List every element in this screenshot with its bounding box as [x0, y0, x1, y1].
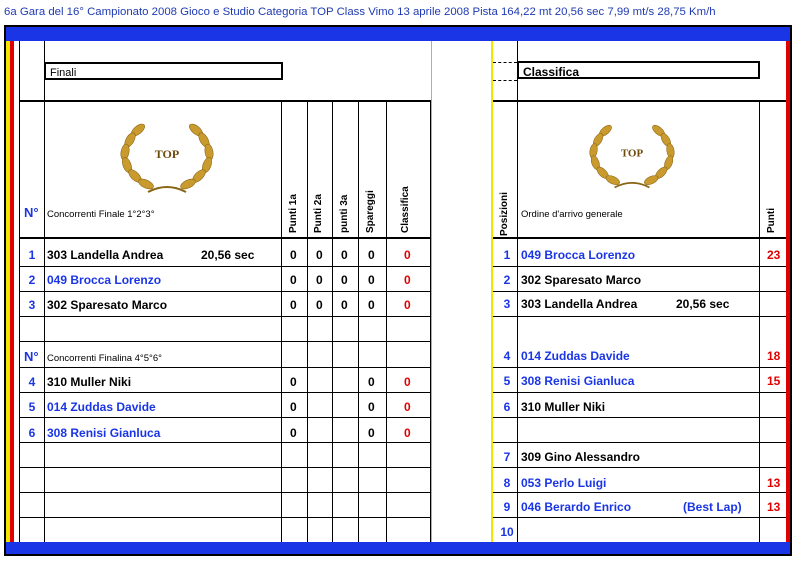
col-header-classifica: Classifica: [400, 186, 411, 233]
finalina-row-number: 4: [28, 375, 36, 389]
finalina-row-p1: 0: [290, 375, 297, 389]
finalina-row-spareggi: 0: [368, 375, 375, 389]
col-header-punti2a: Punti 2a: [313, 194, 324, 233]
finalina-row-spareggi: 0: [368, 400, 375, 414]
classifica-row-pos: 4: [503, 349, 511, 363]
top-laurel-logo-right: [578, 112, 686, 197]
finale-row-p3: 0: [341, 273, 348, 287]
top-blue-bar: [6, 27, 790, 41]
finale-row-p2: 0: [316, 273, 323, 287]
classifica-row-pos: 10: [500, 525, 514, 539]
logo-text-right: TOP: [620, 147, 644, 160]
finale-row-number: 3: [28, 298, 36, 312]
classifica-row-punti: 23: [767, 248, 781, 262]
finale-row-spareggi: 0: [368, 298, 375, 312]
classifica-row-pos: 7: [503, 450, 511, 464]
classifica-row-punti: 13: [767, 500, 781, 514]
finale-row-time: 20,56 sec: [201, 248, 255, 262]
top-laurel-logo-left: [108, 112, 226, 200]
finalina-row-name: 014 Zuddas Davide: [47, 400, 156, 414]
finale-row-number: 2: [28, 273, 36, 287]
finalina-row-classifica: 0: [404, 426, 411, 440]
classifica-row-pos: 8: [503, 476, 511, 490]
right-red-stripe: [786, 41, 790, 542]
finale-row-spareggi: 0: [368, 248, 375, 262]
bottom-blue-bar: [6, 542, 790, 554]
col-header-ordine: Ordine d'arrivo generale: [521, 209, 623, 220]
col-header-punti1a: Punti 1a: [288, 194, 299, 233]
finale-row-spareggi: 0: [368, 273, 375, 287]
classifica-row-punti: 13: [767, 476, 781, 490]
finalina-row-classifica: 0: [404, 400, 411, 414]
finale-row-name: 302 Sparesato Marco: [47, 298, 168, 312]
finale-row-p2: 0: [316, 248, 323, 262]
classifica-row-punti: 18: [767, 349, 781, 363]
col-header-punti: Punti: [766, 208, 777, 233]
classifica-row-name: 303 Landella Andrea: [521, 297, 638, 311]
left-red-stripe: [10, 41, 14, 542]
finale-row-classifica: 0: [404, 298, 411, 312]
classifica-row-pos: 3: [503, 297, 511, 311]
finalina-row-spareggi: 0: [368, 426, 375, 440]
classifica-row-pos: 6: [503, 400, 511, 414]
finale-row-p1: 0: [290, 273, 297, 287]
classifica-row-name: 053 Perlo Luigi: [521, 476, 607, 490]
finale-row-classifica: 0: [404, 273, 411, 287]
finale-row-classifica: 0: [404, 248, 411, 262]
finalina-row-p1: 0: [290, 426, 297, 440]
classifica-row-name: 308 Renisi Gianluca: [521, 374, 635, 388]
classifica-row-pos: 5: [503, 374, 511, 388]
finalina-row-p1: 0: [290, 400, 297, 414]
classifica-row-name: 046 Berardo Enrico: [521, 500, 632, 514]
logo-text-left: TOP: [154, 147, 180, 161]
finalina-row-number: 5: [28, 400, 36, 414]
col-header-n: N°: [24, 205, 39, 220]
classifica-row-punti: 15: [767, 374, 781, 388]
col-header-finale: Concorrenti Finale 1°2°3°: [47, 209, 155, 220]
finale-row-name: 303 Landella Andrea: [47, 248, 164, 262]
page-title: 6a Gara del 16° Campionato 2008 Gioco e Studio Categoria TOP Class Vimo 13 aprile 2008 Pista 164,22 mt 20,56 sec 7,99 mt/s 28,75 Km/h: [4, 6, 716, 18]
classifica-row-bestlap: (Best Lap): [683, 500, 742, 514]
finale-row-p1: 0: [290, 248, 297, 262]
col-header-punti3a: punti 3a: [339, 194, 350, 233]
finale-row-p3: 0: [341, 298, 348, 312]
finalina-row-classifica: 0: [404, 375, 411, 389]
classifica-row-pos: 1: [503, 248, 511, 262]
classifica-row-pos: 9: [503, 500, 511, 514]
finale-row-p2: 0: [316, 298, 323, 312]
classifica-row-name: 049 Brocca Lorenzo: [521, 248, 636, 262]
finalina-row-name: 308 Renisi Gianluca: [47, 426, 161, 440]
classifica-row-pos: 2: [503, 273, 511, 287]
col-header-finalina: Concorrenti Finalina 4°5°6°: [47, 353, 162, 364]
middle-divider-left: [431, 41, 432, 542]
classifica-row-name: 310 Muller Niki: [521, 400, 606, 414]
col-header-spareggi: Spareggi: [365, 190, 376, 233]
finale-row-name: 049 Brocca Lorenzo: [47, 273, 162, 287]
classifica-row-time: 20,56 sec: [676, 297, 730, 311]
classifica-row-name: 302 Sparesato Marco: [521, 273, 642, 287]
finalina-row-name: 310 Muller Niki: [47, 375, 132, 389]
finale-row-p1: 0: [290, 298, 297, 312]
col-header-n-finalina: N°: [24, 349, 39, 364]
classifica-label: Classifica: [517, 61, 760, 79]
finale-row-number: 1: [28, 248, 36, 262]
classifica-row-name: 309 Gino Alessandro: [521, 450, 640, 464]
col-header-posizioni: Posizioni: [499, 192, 510, 236]
finalina-row-number: 6: [28, 426, 36, 440]
finale-row-p3: 0: [341, 248, 348, 262]
finali-label: Finali: [44, 62, 283, 80]
classifica-row-name: 014 Zuddas Davide: [521, 349, 630, 363]
